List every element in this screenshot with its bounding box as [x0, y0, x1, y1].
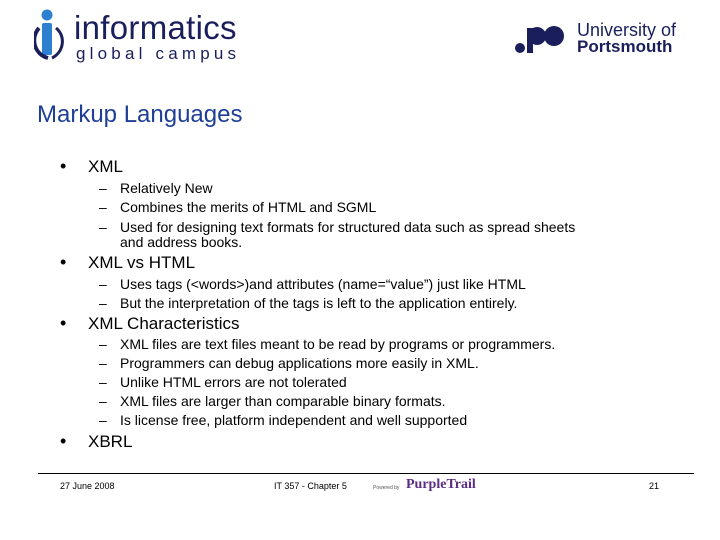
sub-item: Uses tags (<words>)and attributes (name=“value”) just like HTML — [120, 276, 526, 292]
dash-marker: – — [99, 199, 107, 215]
footer-divider — [38, 473, 694, 474]
bullet-xml: XML — [88, 157, 123, 176]
sub-item: Combines the merits of HTML and SGML — [120, 199, 377, 215]
dash-marker: – — [99, 219, 107, 235]
sub-item-continuation: and address books. — [120, 234, 243, 250]
sub-item: Relatively New — [120, 180, 213, 196]
bullet-marker: • — [60, 313, 67, 333]
page-number: 21 — [649, 481, 660, 491]
bullet-marker: • — [60, 431, 67, 451]
footer-date: 27 June 2008 — [60, 481, 115, 491]
purpletrail-brand: PurpleTrail — [406, 477, 476, 492]
portsmouth-text: Portsmouth — [577, 37, 673, 56]
purpletrail-logo — [373, 474, 485, 498]
informatics-wordmark: informatics — [74, 9, 237, 46]
bullet-marker: • — [60, 252, 67, 272]
university-of-text: University of — [577, 20, 677, 40]
global-campus-wordmark: global campus — [76, 44, 241, 63]
footer-course: IT 357 - Chapter 5 — [274, 481, 347, 491]
informatics-logo — [34, 8, 264, 63]
sub-item: But the interpretation of the tags is left to the application entirely. — [120, 295, 518, 311]
sub-item: Used for designing text formats for structured data such as spread sheets — [120, 219, 576, 235]
university-logo — [514, 18, 694, 58]
sub-item: XML files are text files meant to be read by programs or programmers. — [120, 336, 556, 352]
bullet-xbrl: XBRL — [88, 432, 133, 451]
informatics-i-icon — [34, 8, 68, 60]
powered-by-text: Powered by — [373, 485, 400, 491]
sub-item: Is license free, platform independent and well supported — [120, 412, 468, 428]
dash-marker: – — [99, 276, 107, 292]
dash-marker: – — [99, 180, 107, 196]
university-mark-icon — [514, 24, 566, 54]
dash-marker: – — [99, 412, 107, 428]
bullet-xml-vs-html: XML vs HTML — [88, 253, 196, 272]
dash-marker: – — [99, 295, 107, 311]
dash-marker: – — [99, 355, 107, 371]
bullet-xml-characteristics: XML Characteristics — [88, 314, 240, 333]
dash-marker: – — [99, 393, 107, 409]
slide-title: Markup Languages — [37, 101, 243, 128]
dash-marker: – — [99, 374, 107, 390]
sub-item: Programmers can debug applications more easily in XML. — [120, 355, 479, 371]
sub-item: Unlike HTML errors are not tolerated — [120, 374, 347, 390]
dash-marker: – — [99, 336, 107, 352]
bullet-marker: • — [60, 156, 67, 176]
sub-item: XML files are larger than comparable binary formats. — [120, 393, 446, 409]
